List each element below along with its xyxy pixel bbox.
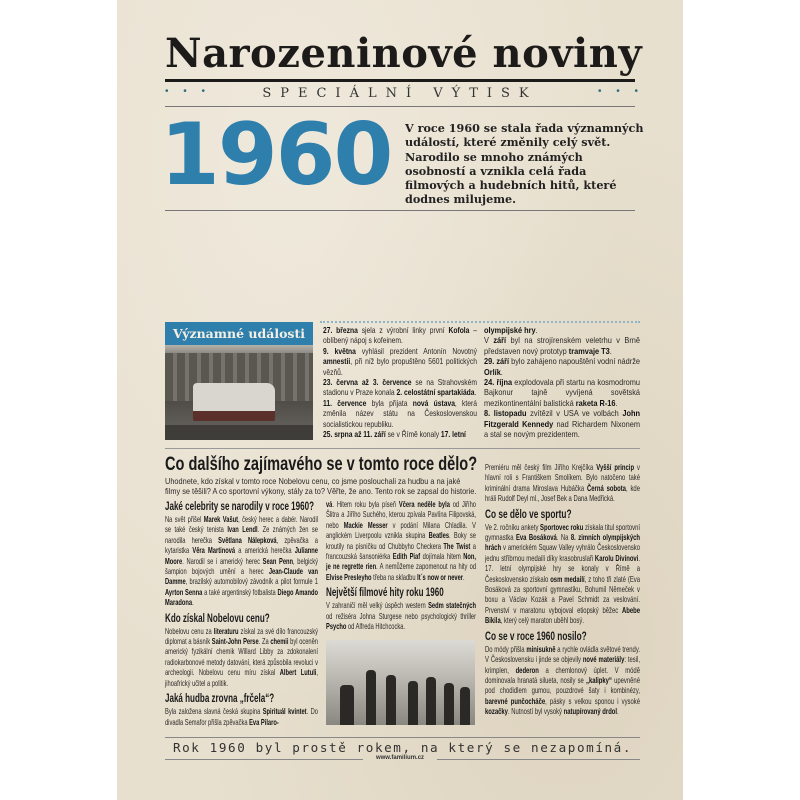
text: . [192,598,194,608]
bold-text: Marek Vašut [203,515,239,524]
text: nad Richardem Nixonem a stal se novým prezidentem. [484,419,640,440]
bold-text: Ivan Lendl [227,525,258,535]
bold-text: It´s now or never [417,572,463,582]
text: sjela z výrobní linky první [357,326,449,335]
nobel-heading: Kdo získal Nobelovu cenu? [165,612,270,625]
bold-text: dederon [515,665,539,675]
bold-text: 9. května [323,346,356,356]
bold-text: 8. zimních olympijských hrách [485,533,641,553]
text: vyhlásil prezident Antonín Novotný [355,346,477,356]
text: a francouzská šansoniérka [326,541,476,562]
text: . [615,398,618,408]
bold-text: Orlík [484,367,501,377]
bold-text: vá [326,500,333,509]
text: . Boky se kroutily na písničku od Chubbyho Checkera [326,531,476,551]
events-heading: Významné události [165,322,313,345]
figure [460,687,470,725]
bold-text: Albert Lutuli [279,668,317,678]
text: explodovala při startu na kosmodromu Bajkonur tajně vyvíjená sovětská mezikontinentální balistická [484,378,640,408]
figure [426,677,436,725]
text: se na Strahovském stadionu v Praze konala [323,378,477,398]
newspaper-title: Narozeninové noviny [165,30,643,77]
divider [165,448,640,449]
divider [165,210,635,211]
figure [340,685,354,725]
text: a rychle ovládla světové trendy. V Československu i jinde se objevily [485,644,640,665]
text: v podání Milana Chladila. V anglickém Liverpoolu vznikla skupina [326,520,476,541]
bold-text: literaturu [213,626,239,636]
text: od Alfreda Hitchcocka. [346,622,406,632]
text: , jihoafrický učitel a politik. [165,668,318,688]
bold-text: Eva Bosáková [515,533,557,543]
figure [444,683,454,725]
bold-text: Kofola [448,326,470,335]
bold-text: nové materiály [582,655,625,665]
bold-text: kozačky [485,707,508,717]
bold-text: olympijské hry [484,326,536,335]
text: . Do divadla Semafor přišla zpěvačka [165,707,318,727]
sport-text [485,523,640,627]
text: , belgický šampion bojových umění a herec [165,556,318,577]
text: získal za své dílo francouzský diplomat a básník [165,626,319,647]
text: a americká herečka [235,546,295,556]
text: byl oceněn americký fyzikální chemik Willard Libby za zdokonalení radiokarbonové metody datování, která způsobila revoluci v archeologii. Nobelovu cenu míru získal [165,637,318,678]
bold-text: 17. letní [440,430,466,440]
title-rule [165,79,635,82]
bold-text: Abebe Bikila [485,605,640,626]
text: , český herec a dabér. Narodil se také český tenista [165,515,319,535]
bold-text: 25. srpna až 11. září [323,430,386,440]
website-url: www.familium.cz [375,755,425,761]
left-column [165,497,318,736]
text: , brazilský automobilový závodník a pilot formule 1 [185,577,318,587]
text: byla přijata [366,398,413,408]
figure [386,675,396,725]
bold-text: barevné punčocháče [485,696,546,706]
text: : tesil, krimplen, [485,655,641,675]
films-heading: Největší filmové hity roku 1960 [326,587,444,600]
dots-left-icon: • • • [165,86,212,97]
bold-text: 23. června až 3. července [323,378,412,388]
bold-text: Non, je ne regrette rien [326,552,477,572]
bold-text: 2. celostátní spartakiáda [396,388,475,398]
text: . Nutností byl vysoký [507,707,564,717]
text: . [617,707,619,717]
bold-text: Včera neděle byla [398,500,450,509]
nobel-text [165,627,318,689]
section-subheading: Uhodnete, kdo získal v tomto roce Nobelovu cenu, co jsme poslouchali za hudbu a na jaké filmy se těšili? A co sportovní výkony, stály za to? Věřte, že ano. Tento rok se zapsal do historie. [165,477,477,497]
bold-text: John Fitzgerald Kennedy [484,409,640,429]
bold-text: 11. července [323,398,367,408]
bold-text: nová ústava [412,398,455,408]
bold-text: chemii [270,637,289,647]
text: . [609,346,612,356]
tram-shape [193,383,275,421]
event-item [323,378,477,399]
sport-heading: Co se dělo ve sportu? [485,508,572,521]
bold-text: Ayrton Senna [165,587,203,597]
text: od Jiřího Šlitra a Jiřího Suchého, kterou zpívala Pavlína Filipovská, nebo [326,500,476,530]
tram-photo [165,345,313,440]
text: , kde hráli Rudolf Deyl ml., Josef Bek a Dana Medřická. [485,483,640,504]
bold-text: Vyšší princip [596,463,635,472]
fashion-heading: Co se v roce 1960 nosilo? [485,630,587,643]
text: V [484,336,494,346]
text: od režiséra Johna Sturgese nebo psychologický thriller [326,611,476,621]
figure [408,681,418,725]
fashion-text [485,645,640,718]
bold-text: Eva Pilaro- [249,717,279,727]
text: Byla založena slavná česká skupina [165,707,263,717]
text: Do módy přišla [485,644,527,654]
divider [165,759,363,760]
text: Na svět přišel [165,515,204,524]
text: získala titul sportovní gymnastka [485,522,640,543]
right-column [485,463,640,735]
events-column-1 [323,326,477,444]
text: . [500,367,503,377]
bold-text: Sedm statečných [428,601,476,611]
bold-text: Elvise Presleyho [326,572,372,582]
music-heading: Jaká hudba zrovna „frčela“? [165,693,275,706]
bold-text: 24. října [484,378,513,388]
text: , z toho tři zlaté (Eva Bosáková za sportovní gymnastiku, Bohumil Němeček v boxu a Václav Kozák a Pavel Schmidt za veslování. Prvenství v maratonu vybojoval etiopský běžec [485,574,640,615]
street-shape [165,425,313,440]
bold-text: amnestii [323,357,351,367]
dots-right-icon: • • • [598,86,645,97]
bold-text: Mackie Messer [343,520,388,530]
bold-text: Věra Martinová [192,546,236,556]
text: v hlavní roli s Františkem Smolíkem. Bylo natočeno také kriminální drama Miroslava Hubáčka [485,463,640,493]
text: . Narodil se i americký herec [182,556,263,566]
bold-text: Sportovec roku [540,522,584,532]
text: . Za [258,637,271,647]
bold-text: natupírovaný drdol [563,707,618,717]
bold-text: Edith Piaf [392,552,421,562]
celebs-text [165,515,318,609]
text: , při níž bylo propuštěno 5601 politických vězňů. [323,357,477,377]
bold-text: Saint-John Perse [211,637,259,647]
newspaper-subtitle: SPECIÁLNÍ VÝTISK [262,86,538,101]
bold-text: Karolu Divínovi [594,553,639,563]
text: v americkém Squaw Valley vyhrálo Československo jednu stříbrnou medaili díky krasobruslaři [485,543,640,563]
text: , zpěvačka a kytaristka [165,535,319,556]
footer-tagline: Rok 1960 byl prostě rokem, na který se nezapomíná. [172,740,633,755]
bold-text: The Twist [443,541,471,551]
middle-column [326,500,476,638]
text: zvítězil v USA ve volbách [526,409,623,419]
divider [437,759,640,760]
text: . [462,572,465,582]
text: Nobelovu cenu za [165,626,214,636]
text: upevněné pod chodidlem gumou, pouzdrové šaty i kombinézy, [485,675,640,696]
text: Premiéru měl český film Jiřího Krejčíka [485,463,597,472]
text: a chemlonový úplet. V módě dominovala hranatá silueta, nosily se [485,665,640,685]
event-item [484,336,640,357]
bold-text: tramvaje T3 [568,346,610,356]
text: bylo zahájeno napouštění vodní nádrže [509,357,640,367]
bold-text: 29. září [484,357,510,367]
bold-text: září [493,336,507,346]
section-heading: Co dalšího zajímavého se v tomto roce dělo? [165,453,478,475]
bold-text: Spirituál kvintet [262,707,307,717]
event-item [484,409,640,440]
event-item [484,326,640,336]
celebs-heading: Jaké celebrity se narodily v roce 1960? [165,501,315,513]
text: . 17. letní olympijské hry se konaly v Římě a Československo získalo [485,553,640,584]
films-text [326,601,476,632]
text: . [474,388,477,398]
music-text-cont [326,500,476,583]
bold-text: 27. března [323,326,358,335]
events-column-2 [484,326,640,444]
text: třeba na skladbu [371,572,418,582]
music-text [165,707,318,728]
bold-text: Julianne Moore [165,546,318,566]
event-item [323,399,477,430]
event-item [484,378,640,409]
bold-text: raketa R-16 [575,398,616,408]
figure [366,670,376,725]
text: byl na strojírenském veletrhu v Brně představen nový prototyp [484,336,640,356]
bold-text: minisukně [526,644,556,654]
bold-text: „kalipky“ [586,675,612,685]
events-dotted-rule [320,321,640,323]
event-item [484,357,640,378]
event-item [323,347,477,378]
intro-text: V roce 1960 se stala řada významných událostí, které změnily celý svět. Narodilo se mnoho známých osobností a vznikla celá řada filmových a hudebních hitů, které dodnes milujeme. [405,121,644,207]
text: V zahraničí měl velký úspěch western [326,601,429,611]
year-headline: 1960 [160,105,392,205]
bold-text: Beatles [428,531,450,541]
divider [165,737,640,738]
text: . [535,326,538,335]
bold-text: Černá sobota [587,483,626,493]
text: , pásky s velkou sponou i vysoké [545,696,640,706]
bold-text: osm medailí [550,574,585,584]
bold-text: Psycho [326,622,347,632]
text: – oblíbený nápoj s kofeinem. [323,326,478,346]
text: . Ze známých žen se narodila herečka [165,525,318,545]
text: a také argentinský fotbalista [202,587,278,597]
text: , která změnila název státu na Československou socialistickou republiku. [323,398,477,429]
text: se v Římě konaly [385,430,441,440]
text: Ve 2. ročníku ankety [485,522,541,532]
text: . A nemůžeme zapomenout na hity od [376,562,477,572]
text: . Na [556,533,571,543]
films-text-cont [485,463,640,505]
text: . Hitem roku byla píseň [332,500,399,509]
bold-text: Světlana Nálepková [218,535,277,545]
text: dojímala hitem [420,552,464,562]
bold-text: Diego Amando Maradona [165,587,318,608]
western-photo [326,640,475,725]
event-item [323,326,477,347]
bold-text: Sean Penn [262,556,294,566]
text: , který celý maraton uběhl bosý. [500,616,584,626]
event-item [323,430,477,440]
bold-text: Jean-Claude van Damme [165,567,318,587]
bold-text: 8. listopadu [484,409,527,419]
